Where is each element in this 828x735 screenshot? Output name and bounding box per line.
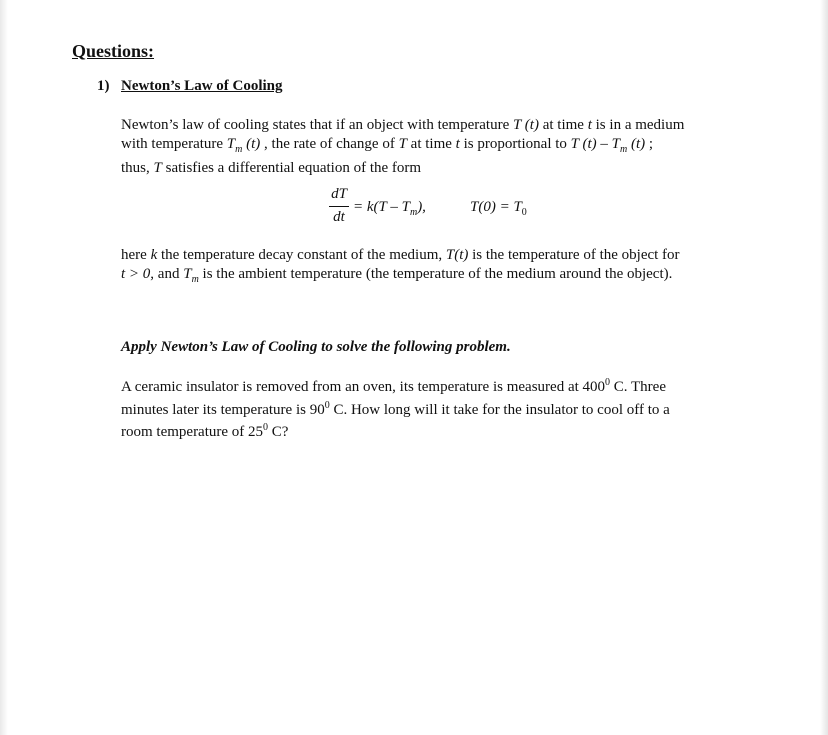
intro-paragraph — [121, 116, 761, 178]
fraction-numerator: dT — [331, 186, 347, 202]
initial-condition: $T(0) = T_0$ — [470, 199, 527, 218]
section-heading: Questions: — [72, 41, 155, 61]
instruction-heading: Apply Newton’s Law of Cooling to solve the following problem. — [121, 339, 511, 355]
problem-paragraph — [121, 374, 761, 442]
equation-right-side: = $k(T - T_m)$, — [353, 199, 426, 218]
problem-line-3: room temperature of $25^0$ C? — [121, 422, 289, 440]
intro-line-1: Newton’s law of cooling states that if an object with temperature T (t) at time t is in a medium — [121, 117, 685, 133]
problem-line-2: minutes later its temperature is $90^0$ C. How long will it take for the insulator to cool off to a — [121, 399, 670, 418]
explain-line-2: t > 0, and $T_m$ is the ambient temperature (the temperature of the medium around the object). — [121, 265, 673, 285]
explain-line-1: here k the temperature decay constant of the medium, T(t) is the temperature of the object for — [121, 247, 680, 263]
problem-line-1: A ceramic insulator is removed from an oven, its temperature is measured at $400^0$ C. Three — [121, 377, 666, 395]
intro-line-3: thus, T satisfies a differential equation of the form — [121, 160, 422, 176]
page-edge-right — [820, 0, 828, 735]
fraction-bar — [329, 206, 349, 207]
fraction-denominator: dt — [333, 209, 345, 225]
page-edge-left — [0, 0, 8, 735]
intro-line-2: with temperature $T_m$ (t) , the rate of change of T at time t is proportional to T $(t) - T_m$ (t) ; — [121, 135, 654, 155]
explanation-paragraph — [121, 246, 761, 289]
question-title: Newton’s Law of Cooling — [121, 78, 283, 94]
question-number: 1) — [97, 78, 110, 94]
